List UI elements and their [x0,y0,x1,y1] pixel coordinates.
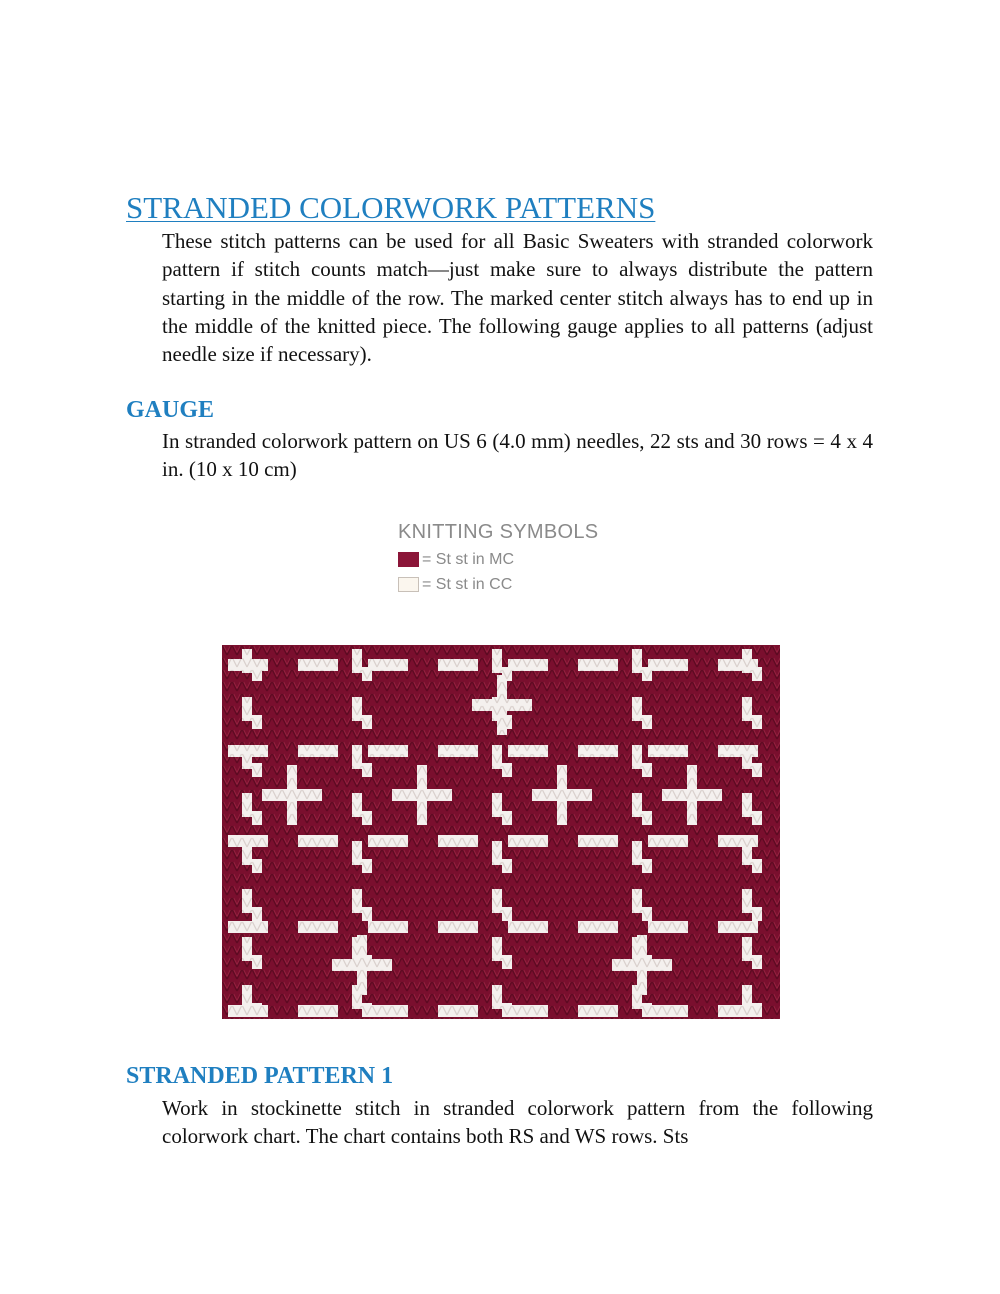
cc-stitch-block [752,907,762,921]
mc-color-swatch [398,552,419,567]
cc-stitch-block [242,793,252,817]
cc-stitch-block [502,955,512,969]
cc-stitch-block [752,763,762,777]
legend-label-mc: = St st in MC [422,550,515,568]
cc-stitch-block [742,841,752,865]
cc-stitch-block [642,1003,652,1017]
cc-stitch-block [632,841,642,865]
cc-stitch-block [752,955,762,969]
cc-stitch-block [352,745,362,769]
cc-stitch-block [642,811,652,825]
gauge-paragraph: In stranded colorwork pattern on US 6 (4.0 mm) needles, 22 sts and 30 rows = 4 x 4 in. (10 x 10 cm) [162,429,873,482]
cc-stitch-block [578,659,618,671]
cc-stitch-block [438,921,478,933]
cc-stitch-block [252,955,262,969]
knitted-swatch-image [222,645,780,1019]
cc-stitch-block [642,715,652,729]
cc-stitch-block [242,985,252,1009]
cc-stitch-block [752,811,762,825]
cc-stitch-block [508,835,548,847]
cc-stitch-block [368,835,408,847]
cc-stitch-block [492,889,502,913]
cc-stitch-block [632,889,642,913]
cc-stitch-block [368,1005,408,1017]
cc-stitch-block [362,763,372,777]
cc-stitch-block [502,1003,512,1017]
cc-stitch-block [242,841,252,865]
cc-stitch-block [752,667,762,681]
cc-stitch-block [242,937,252,961]
cc-stitch-block [492,841,502,865]
cc-stitch-block [438,745,478,757]
cc-stitch-block [438,659,478,671]
cc-stitch-block [392,789,452,801]
cc-stitch-block [508,659,548,671]
cc-stitch-block [352,697,362,721]
cc-stitch-block [632,793,642,817]
cc-stitch-block [642,859,652,873]
cc-stitch-block [352,793,362,817]
cc-stitch-block [242,745,252,769]
cc-stitch-block [298,1005,338,1017]
cc-stitch-block [242,889,252,913]
cc-stitch-block [332,959,392,971]
cc-stitch-block [362,715,372,729]
page-title: STRANDED COLORWORK PATTERNS [126,190,656,225]
legend-item-cc [398,572,658,597]
cc-stitch-block [492,793,502,817]
cc-stitch-block [252,907,262,921]
cc-stitch-block [252,763,262,777]
cc-stitch-block [508,1005,548,1017]
cc-stitch-block [662,789,722,801]
cc-stitch-block [752,859,762,873]
cc-color-swatch [398,577,419,592]
cc-stitch-block [492,649,502,673]
cc-stitch-block [492,745,502,769]
cc-stitch-block [742,697,752,721]
cc-stitch-block [752,1003,762,1017]
cc-stitch-block [648,659,688,671]
cc-stitch-block [532,789,592,801]
cc-stitch-block [642,667,652,681]
cc-stitch-block [742,985,752,1009]
cc-stitch-block [632,649,642,673]
cc-stitch-block [502,907,512,921]
cc-stitch-block [648,921,688,933]
cc-stitch-block [252,1003,262,1017]
cc-stitch-block [362,907,372,921]
cc-stitch-block [262,789,322,801]
cc-stitch-block [352,649,362,673]
cc-stitch-block [742,937,752,961]
cc-stitch-block [492,985,502,1009]
cc-stitch-block [352,889,362,913]
cc-stitch-block [502,811,512,825]
cc-stitch-block [502,859,512,873]
legend-title: KNITTING SYMBOLS [398,521,599,543]
cc-stitch-block [298,835,338,847]
knitting-symbols-legend [398,517,658,597]
cc-stitch-block [742,649,752,673]
cc-stitch-block [742,745,752,769]
intro-paragraph: These stitch patterns can be used for all Basic Sweaters with stranded colorwork pattern if stitch counts match—just make sure to always distribute the pattern starting in the middle of the row. The marked center stitch always has to end up in the middle of the knitted piece. The following gauge applies to all patterns (adjust needle size if necessary). [162,229,873,367]
cc-stitch-block [648,835,688,847]
cc-stitch-block [578,921,618,933]
cc-stitch-block [298,659,338,671]
cc-stitch-block [578,835,618,847]
pattern1-heading: STRANDED PATTERN 1 [126,1063,394,1089]
cc-stitch-block [368,921,408,933]
legend-item-mc [398,547,658,572]
cc-stitch-block [362,811,372,825]
cc-stitch-block [492,937,502,961]
cc-stitch-block [742,793,752,817]
cc-stitch-block [362,859,372,873]
cc-stitch-block [642,907,652,921]
cc-stitch-block [632,745,642,769]
cc-stitch-block [718,921,758,933]
cc-stitch-block [252,667,262,681]
pattern1-paragraph: Work in stockinette stitch in stranded colorwork pattern from the following colorwork chart. The chart contains both RS and WS rows. Sts [162,1096,873,1149]
cc-stitch-block [508,921,548,933]
cc-stitch-block [228,921,268,933]
cc-stitch-block [242,649,252,673]
cc-stitch-block [242,697,252,721]
cc-stitch-block [252,859,262,873]
cc-stitch-block [368,745,408,757]
gauge-heading: GAUGE [126,397,215,423]
cc-stitch-block [508,745,548,757]
legend-label-cc: = St st in CC [422,575,513,593]
cc-stitch-block [362,1003,372,1017]
cc-stitch-block [438,1005,478,1017]
cc-stitch-block [612,959,672,971]
cc-stitch-block [642,763,652,777]
cc-stitch-block [578,1005,618,1017]
cc-stitch-block [298,745,338,757]
cc-stitch-block [352,841,362,865]
cc-stitch-block [502,763,512,777]
cc-stitch-block [472,699,532,711]
cc-stitch-block [742,889,752,913]
cc-stitch-block [298,921,338,933]
cc-stitch-block [362,667,372,681]
cc-stitch-block [648,1005,688,1017]
cc-stitch-block [578,745,618,757]
cc-stitch-block [252,811,262,825]
cc-stitch-block [752,715,762,729]
cc-stitch-block [438,835,478,847]
cc-stitch-block [368,659,408,671]
cc-stitch-block [632,697,642,721]
cc-stitch-block [252,715,262,729]
cc-stitch-block [648,745,688,757]
